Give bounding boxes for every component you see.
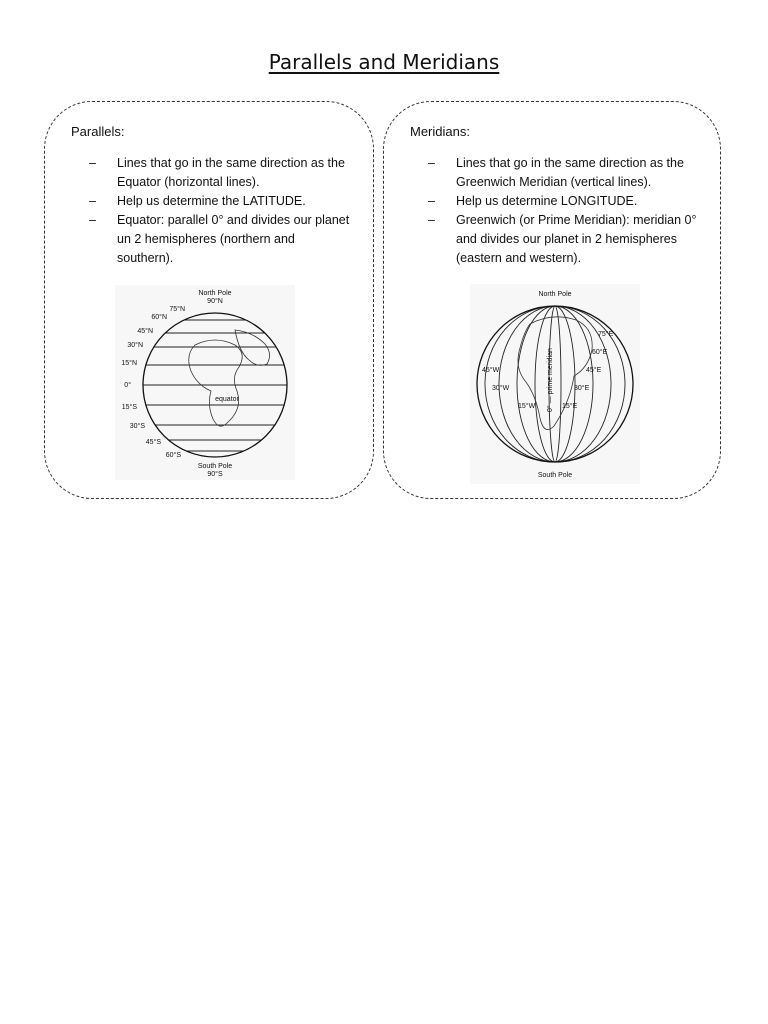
lon-label: 75°E: [598, 331, 614, 338]
list-item: – Lines that go in the same direction as the Equator (horizontal lines).: [89, 154, 351, 192]
parallels-heading: Parallels:: [71, 124, 125, 139]
equator-label: equator: [215, 396, 239, 403]
meridians-globe-figure: [470, 284, 640, 484]
figure-background: [470, 284, 640, 484]
lat-label: 0°: [124, 382, 131, 389]
lon-label: 45°E: [586, 367, 602, 374]
list-item: – Help us determine LONGITUDE.: [428, 192, 698, 211]
lat-label: 60°S: [165, 452, 181, 459]
south-90-label: 90°S: [207, 471, 223, 478]
lon-label: 60°E: [592, 349, 608, 356]
page-title-text: Parallels and Meridians: [268, 50, 500, 74]
lon-label: 30°E: [574, 385, 590, 392]
lat-label: 45°S: [145, 439, 161, 446]
list-item: – Lines that go in the same direction as the Greenwich Meridian (vertical lines).: [428, 154, 698, 192]
lon-label: 30°W: [492, 385, 510, 392]
list-item: – Greenwich (or Prime Meridian): meridian 0° and divides our planet in 2 hemispheres (eastern and western).: [428, 211, 698, 268]
parallels-globe-figure: [115, 285, 295, 480]
list-item: – Equator: parallel 0° and divides our planet un 2 hemispheres (northern and southern).: [89, 211, 351, 268]
list-item: – Help us determine the LATITUDE.: [89, 192, 351, 211]
lon-label: 15°E: [562, 403, 578, 410]
north-pole-label: North Pole: [538, 291, 572, 298]
north-pole-label: North Pole: [198, 290, 232, 297]
lon-label: 15°W: [518, 403, 536, 410]
lat-label: 15°N: [121, 360, 137, 367]
lat-label: 45°N: [137, 328, 153, 335]
meridians-list: [428, 154, 698, 268]
lat-label: 60°N: [151, 314, 167, 321]
parallels-card: [44, 101, 374, 499]
lat-label: 15°S: [121, 404, 137, 411]
meridians-card: [383, 101, 721, 499]
parallels-list: [89, 154, 351, 268]
meridians-heading: Meridians:: [410, 124, 470, 139]
lat-label: 30°S: [129, 423, 145, 430]
north-90-label: 90°N: [207, 298, 223, 305]
south-pole-label: South Pole: [197, 463, 233, 470]
south-pole-label: South Pole: [537, 472, 573, 479]
lon-label: 45°W: [482, 367, 500, 374]
page-title: [0, 50, 768, 74]
lat-label: 30°N: [127, 342, 143, 349]
prime-meridian-label: 0° — prime meridian: [547, 348, 554, 412]
lat-label: 75°N: [169, 306, 185, 313]
